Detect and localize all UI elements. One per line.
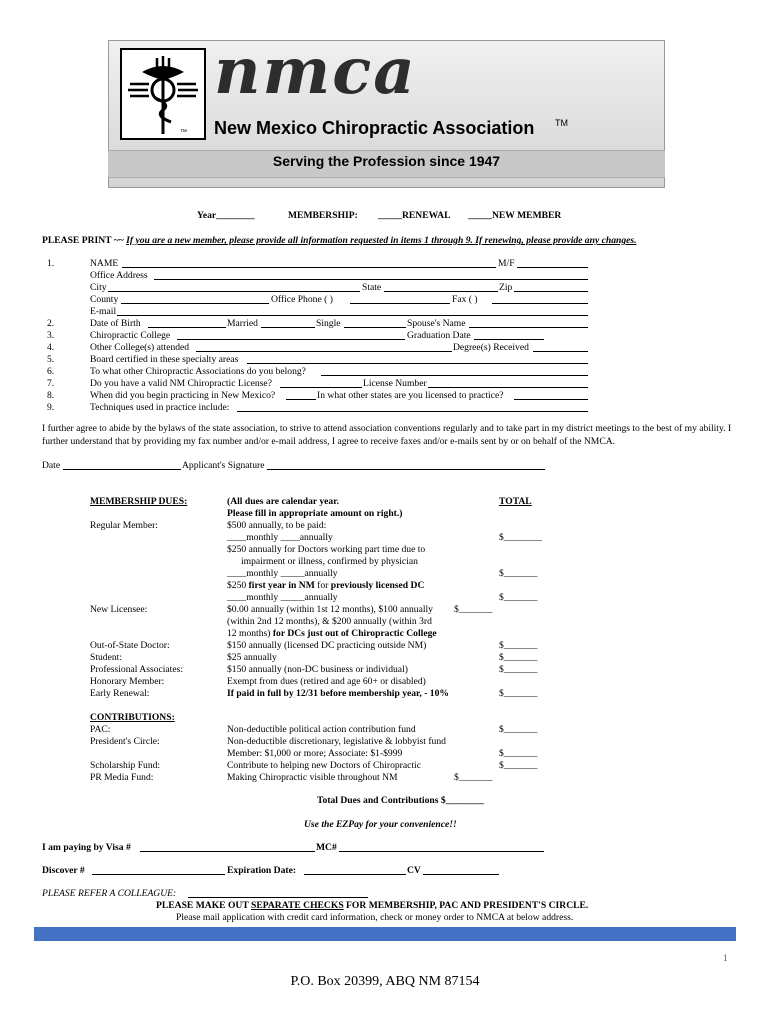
first-year-amount: $250 <box>227 580 249 591</box>
early-renewal-amount[interactable]: $_______ <box>499 688 538 699</box>
first-year-for: for <box>314 580 331 591</box>
refer-colleague-label: PLEASE REFER A COLLEAGUE: <box>42 888 177 899</box>
fax-label: Fax ( ) <box>452 294 478 305</box>
discover-number-field[interactable] <box>92 874 225 875</box>
chiro-college-label: Chiropractic College <box>90 330 171 341</box>
license-label: Do you have a valid NM Chiropractic License? <box>90 378 272 389</box>
city-field[interactable] <box>108 291 360 292</box>
regular-line-3: $250 annually for Doctors working part time due to <box>227 544 426 555</box>
mc-number-field[interactable] <box>339 851 544 852</box>
other-states-label: In what other states are you licensed to practice? <box>317 390 504 401</box>
total-dues-line <box>317 795 484 806</box>
mc-label: MC# <box>316 842 337 853</box>
footer-divider-bar <box>34 927 736 941</box>
office-address-label: Office Address <box>90 270 148 281</box>
dues-note: (All dues are calendar year. <box>227 496 340 507</box>
year-field[interactable]: Year________ <box>197 210 255 221</box>
first-year-line <box>227 580 424 591</box>
item-number-9: 9. <box>47 402 55 413</box>
techniques-field[interactable] <box>237 411 588 412</box>
visa-number-field[interactable] <box>140 851 315 852</box>
checks-emphasis: SEPARATE CHECKS <box>250 900 344 911</box>
regular-member-label: Regular Member: <box>90 520 158 531</box>
checks-prefix: PLEASE MAKE OUT <box>156 900 251 911</box>
applicant-signature-field[interactable] <box>267 469 545 470</box>
applicant-signature-label: Applicant's Signature <box>182 460 265 471</box>
scholarship-amount[interactable]: $_______ <box>499 760 538 771</box>
office-phone-label: Office Phone ( ) <box>271 294 333 305</box>
item-number-4: 4. <box>47 342 55 353</box>
slogan: Serving the Profession since 1947 <box>272 153 501 169</box>
city-label: City <box>90 282 107 293</box>
svg-text:™: ™ <box>180 129 187 136</box>
prof-assoc-desc: $150 annually (non-DC business or individual) <box>227 664 408 675</box>
item-number-2: 2. <box>47 318 55 329</box>
pr-media-amount[interactable]: $_______ <box>454 772 493 783</box>
ezpay-note: Use the EZPay for your convenience!! <box>304 819 457 830</box>
dob-field[interactable] <box>148 327 226 328</box>
begin-practice-label: When did you begin practicing in New Mexico? <box>90 390 276 401</box>
item-number-6: 6. <box>47 366 55 377</box>
dues-heading: MEMBERSHIP DUES: <box>90 496 188 507</box>
license-field[interactable] <box>280 387 362 388</box>
part-time-amount[interactable]: $_______ <box>499 568 538 579</box>
contributions-heading: CONTRIBUTIONS: <box>90 712 175 723</box>
pac-label: PAC: <box>90 724 111 735</box>
out-of-state-desc: $150 annually (licensed DC practicing outside NM) <box>227 640 427 651</box>
date-label: Date <box>42 460 61 471</box>
refer-colleague-field[interactable] <box>188 897 368 898</box>
grad-date-label: Graduation Date <box>407 330 471 341</box>
other-states-field[interactable] <box>514 399 588 400</box>
scholarship-label: Scholarship Fund: <box>90 760 161 771</box>
county-field[interactable] <box>121 303 269 304</box>
new-licensee-line-3 <box>227 628 437 639</box>
name-field[interactable] <box>122 267 496 268</box>
visa-label: I am paying by Visa # <box>42 842 131 853</box>
page-number: 1 <box>723 953 728 963</box>
new-licensee-line-2: (within 2nd 12 months), & $200 annually (within 3rd <box>227 616 432 627</box>
zip-field[interactable] <box>514 291 588 292</box>
total-dues-label: Total Dues and Contributions <box>317 795 441 806</box>
regular-line-1: $500 annually, to be paid: <box>227 520 327 531</box>
fax-field[interactable] <box>492 303 588 304</box>
new-member-option[interactable]: _____NEW MEMBER <box>468 210 562 221</box>
item-number-7: 7. <box>47 378 55 389</box>
board-field[interactable] <box>247 363 588 364</box>
grad-date-field[interactable] <box>474 339 544 340</box>
honorary-desc: Exempt from dues (retired and age 60+ or disabled) <box>227 676 426 687</box>
print-instructions <box>42 235 637 246</box>
mailing-address: P.O. Box 20399, ABQ NM 87154 <box>290 974 480 989</box>
print-note-text: If you are a new member, please provide all information requested in items 1 through 9. If renewing, please provide any changes. <box>126 235 637 246</box>
pr-media-label: PR Media Fund: <box>90 772 154 783</box>
new-licensee-months: 12 months) <box>227 628 273 639</box>
first-year-options[interactable]: ____monthly _____annually <box>227 592 338 603</box>
name-label: NAME <box>90 258 119 269</box>
married-field[interactable] <box>261 327 315 328</box>
item-number-1: 1. <box>47 258 55 269</box>
dob-label: Date of Birth <box>90 318 141 329</box>
zia-logo <box>120 48 206 140</box>
regular-line-5[interactable]: ____monthly _____annually <box>227 568 338 579</box>
trademark: TM <box>555 118 568 128</box>
other-assoc-field[interactable] <box>321 375 588 376</box>
separate-checks-note <box>156 900 588 911</box>
new-licensee-label: New Licensee: <box>90 604 148 615</box>
prof-assoc-label: Professional Associates: <box>90 664 183 675</box>
pac-desc: Non-deductible political action contribution fund <box>227 724 416 735</box>
checks-suffix: FOR MEMBERSHIP, PAC AND PRESIDENT'S CIRCLE. <box>343 900 589 911</box>
license-number-field[interactable] <box>428 387 588 388</box>
membership-label: MEMBERSHIP: <box>288 210 358 221</box>
single-field[interactable] <box>344 327 406 328</box>
date-field[interactable] <box>63 469 181 470</box>
dues-note-2: Please fill in appropriate amount on right.) <box>227 508 403 519</box>
association-name: New Mexico Chiropractic Association <box>214 118 535 138</box>
county-label: County <box>90 294 119 305</box>
item-number-8: 8. <box>47 390 55 401</box>
single-label: Single <box>316 318 341 329</box>
regular-line-4: impairment or illness, confirmed by physician <box>241 556 418 567</box>
degrees-field[interactable] <box>533 351 588 352</box>
chiro-college-field[interactable] <box>177 339 405 340</box>
spouse-label: Spouse's Name <box>407 318 466 329</box>
pac-amount[interactable]: $_______ <box>499 724 538 735</box>
early-renewal-desc: If paid in full by 12/31 before membership year, - 10% <box>227 688 449 699</box>
board-label: Board certified in these specialty areas <box>90 354 239 365</box>
honorary-label: Honorary Member: <box>90 676 165 687</box>
married-label: Married <box>227 318 258 329</box>
presidents-circle-label: President's Circle: <box>90 736 160 747</box>
other-college-field[interactable] <box>196 351 452 352</box>
new-licensee-amount[interactable]: $_______ <box>454 604 493 615</box>
student-label: Student: <box>90 652 122 663</box>
mail-instructions: Please mail application with credit card information, check or money order to NMCA at below address. <box>176 912 574 923</box>
early-renewal-label: Early Renewal: <box>90 688 150 699</box>
student-desc: $25 annually <box>227 652 277 663</box>
student-amount[interactable]: $_______ <box>499 652 538 663</box>
zip-label: Zip <box>499 282 513 293</box>
renewal-option[interactable]: _____RENEWAL <box>378 210 451 221</box>
office-address-field[interactable] <box>154 279 588 280</box>
cv-field[interactable] <box>423 874 499 875</box>
techniques-label: Techniques used in practice include: <box>90 402 230 413</box>
mf-label: M/F <box>498 258 515 269</box>
cv-label: CV <box>407 865 421 876</box>
state-field[interactable] <box>384 291 498 292</box>
expiration-label: Expiration Date: <box>227 865 297 876</box>
regular-line-2[interactable]: ____monthly ____annually <box>227 532 333 543</box>
expiration-field[interactable] <box>304 874 406 875</box>
new-licensee-line-1: $0.00 annually (within 1st 12 months), $100 annually <box>227 604 433 615</box>
degrees-label: Degree(s) Received <box>453 342 529 353</box>
total-heading: TOTAL <box>499 496 532 507</box>
letterhead <box>108 34 665 188</box>
out-of-state-label: Out-of-State Doctor: <box>90 640 170 651</box>
item-number-3: 3. <box>47 330 55 341</box>
email-field[interactable] <box>117 315 588 316</box>
mf-field[interactable] <box>517 267 588 268</box>
first-year-total[interactable]: $_______ <box>499 592 538 603</box>
other-college-label: Other College(s) attended <box>90 342 190 353</box>
scholarship-desc: Contribute to helping new Doctors of Chiropractic <box>227 760 421 771</box>
pr-media-desc: Making Chiropractic visible throughout NM <box>227 772 398 783</box>
print-prefix: PLEASE PRINT ~~ <box>42 235 127 246</box>
state-label: State <box>362 282 382 293</box>
agreement-text: I further agree to abide by the bylaws of the state association, to strive to attend association conventions regularly and to take part in my district meetings to the best of my ability. I further understand that by providing my fax number and/or e-mail address, I agree to receive faxes and/or e-mails sent by or on behalf of the NMCA. <box>42 423 732 447</box>
previously-licensed-label: previously licensed DC <box>330 580 425 591</box>
new-licensee-dcs: for DCs just out of Chiropractic College <box>272 628 437 639</box>
office-phone-field[interactable] <box>350 303 450 304</box>
zia-caduceus-icon <box>122 50 204 138</box>
item-number-5: 5. <box>47 354 55 365</box>
discover-label: Discover # <box>42 865 85 876</box>
spouse-field[interactable] <box>469 327 588 328</box>
presidents-circle-amount[interactable]: $_______ <box>499 748 538 759</box>
presidents-circle-tiers: Member: $1,000 or more; Associate: $1-$999 <box>227 748 403 759</box>
license-number-label: License Number <box>363 378 427 389</box>
begin-practice-field[interactable] <box>286 399 316 400</box>
prof-assoc-amount[interactable]: $_______ <box>499 664 538 675</box>
out-of-state-amount[interactable]: $_______ <box>499 640 538 651</box>
first-year-label: first year in NM <box>248 580 315 591</box>
other-assoc-label: To what other Chiropractic Associations do you belong? <box>90 366 306 377</box>
total-dues-amount[interactable]: $________ <box>440 795 485 806</box>
presidents-circle-desc: Non-deductible discretionary, legislative & lobbyist fund <box>227 736 446 747</box>
regular-amount[interactable]: $________ <box>499 532 543 543</box>
nmca-logo-letters: nmca <box>214 34 417 109</box>
email-label: E-mail <box>90 306 117 317</box>
